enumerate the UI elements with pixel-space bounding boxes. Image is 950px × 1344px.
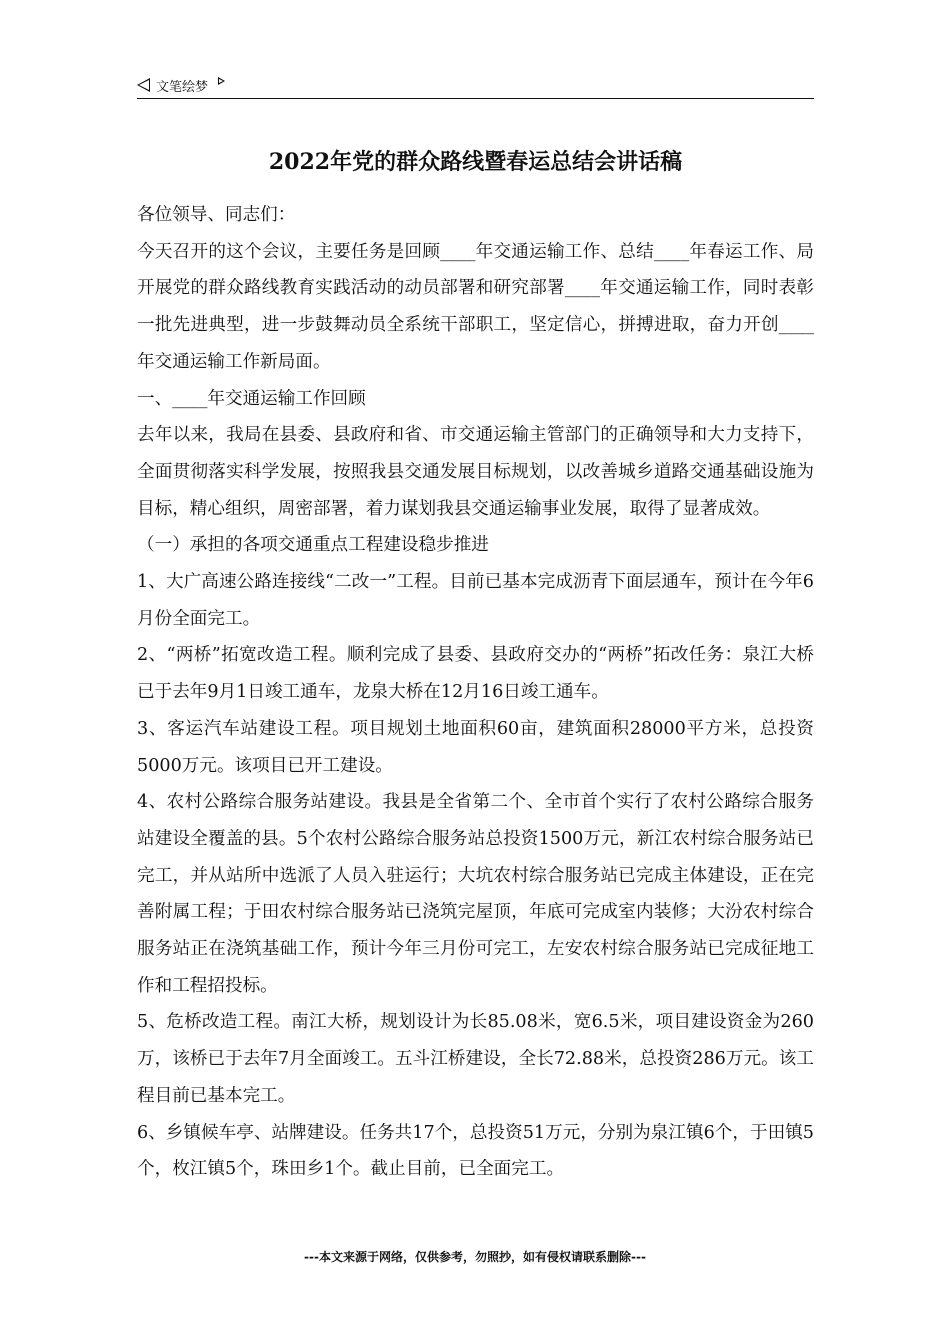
paragraph: 1、大广高速公路连接线“二改一”工程。目前已基本完成沥青下面层通车，预计在今年6月份全面完工。 [137,572,814,629]
page-footer-disclaimer: ---本文来源于网络，仅供参考，勿照抄，如有侵权请联系删除--- [304,1250,646,1264]
header-divider [137,98,814,99]
page-header [137,74,225,96]
salutation: 各位领导、同志们： [137,205,296,225]
triangle-left-outline-icon [137,78,150,92]
paragraph: 今天召开的这个会议，主要任务是回顾____年交通运输工作、总结____年春运工作、局开展党的群众路线教育实践活动的动员部署和研究部署____年交通运输工作，同时表彰一批先进典型，进一步鼓舞动员全系统干部职工，坚定信心，拼搏进取，奋力开创____年交通运输工作新局面。 [137,241,814,372]
paragraph: 去年以来，我局在县委、县政府和省、市交通运输主管部门的正确领导和大力支持下，全面贯彻落实科学发展，按照我县交通发展目标规划，以改善城乡道路交通基础设施为目标，精心组织，周密部署，着力谋划我县交通运输事业发展，取得了显著成效。 [137,425,814,519]
document-body [137,197,814,1188]
paragraph: 6、乡镇候车亭、站牌建设。任务共17个，总投资51万元，分别为泉江镇6个，于田镇5个，枚江镇5个，珠田乡1个。截止目前，已全面完工。 [137,1122,814,1180]
subsection-heading: （一）承担的各项交通重点工程建设稳步推进 [137,535,489,556]
document-title: 2022年党的群众路线暨春运总结会讲话稿 [268,149,683,175]
paragraph: 4、农村公路综合服务站建设。我县是全省第二个、全市首个实行了农村公路综合服务站建设全覆盖的县。5个农村公路综合服务站总投资1500万元，新江农村综合服务站已完工，并从站所中选派了人员入驻运行；大坑农村综合服务站已完成主体建设，正在完善附属工程；于田农村综合服务站已浇筑完屋顶，年底可完成室内装修；大汾农村综合服务站正在浇筑基础工作，预计今年三月份可完工，左安农村综合服务站已完成征地工作和工程招投标。 [137,792,814,996]
paragraph: 2、“两桥”拓宽改造工程。顺利完成了县委、县政府交办的“两桥”拓改任务：泉江大桥已于去年9月1日竣工通车，龙泉大桥在12月16日竣工通车。 [137,645,814,703]
header-label: 文笔绘梦 [156,79,209,95]
triangle-right-outline-icon [218,77,225,85]
paragraph: 5、危桥改造工程。南江大桥，规划设计为长85.08米，宽6.5米，项目建设资金为260万，该桥已于去年7月全面竣工。五斗江桥建设，全长72.88米，总投资286万元。该工程目前已基本完工。 [137,1012,814,1106]
paragraph: 3、客运汽车站建设工程。项目规划土地面积60亩，建筑面积28000平方米，总投资5000万元。该项目已开工建设。 [137,718,814,776]
section-heading: 一、____年交通运输工作回顾 [137,388,366,409]
